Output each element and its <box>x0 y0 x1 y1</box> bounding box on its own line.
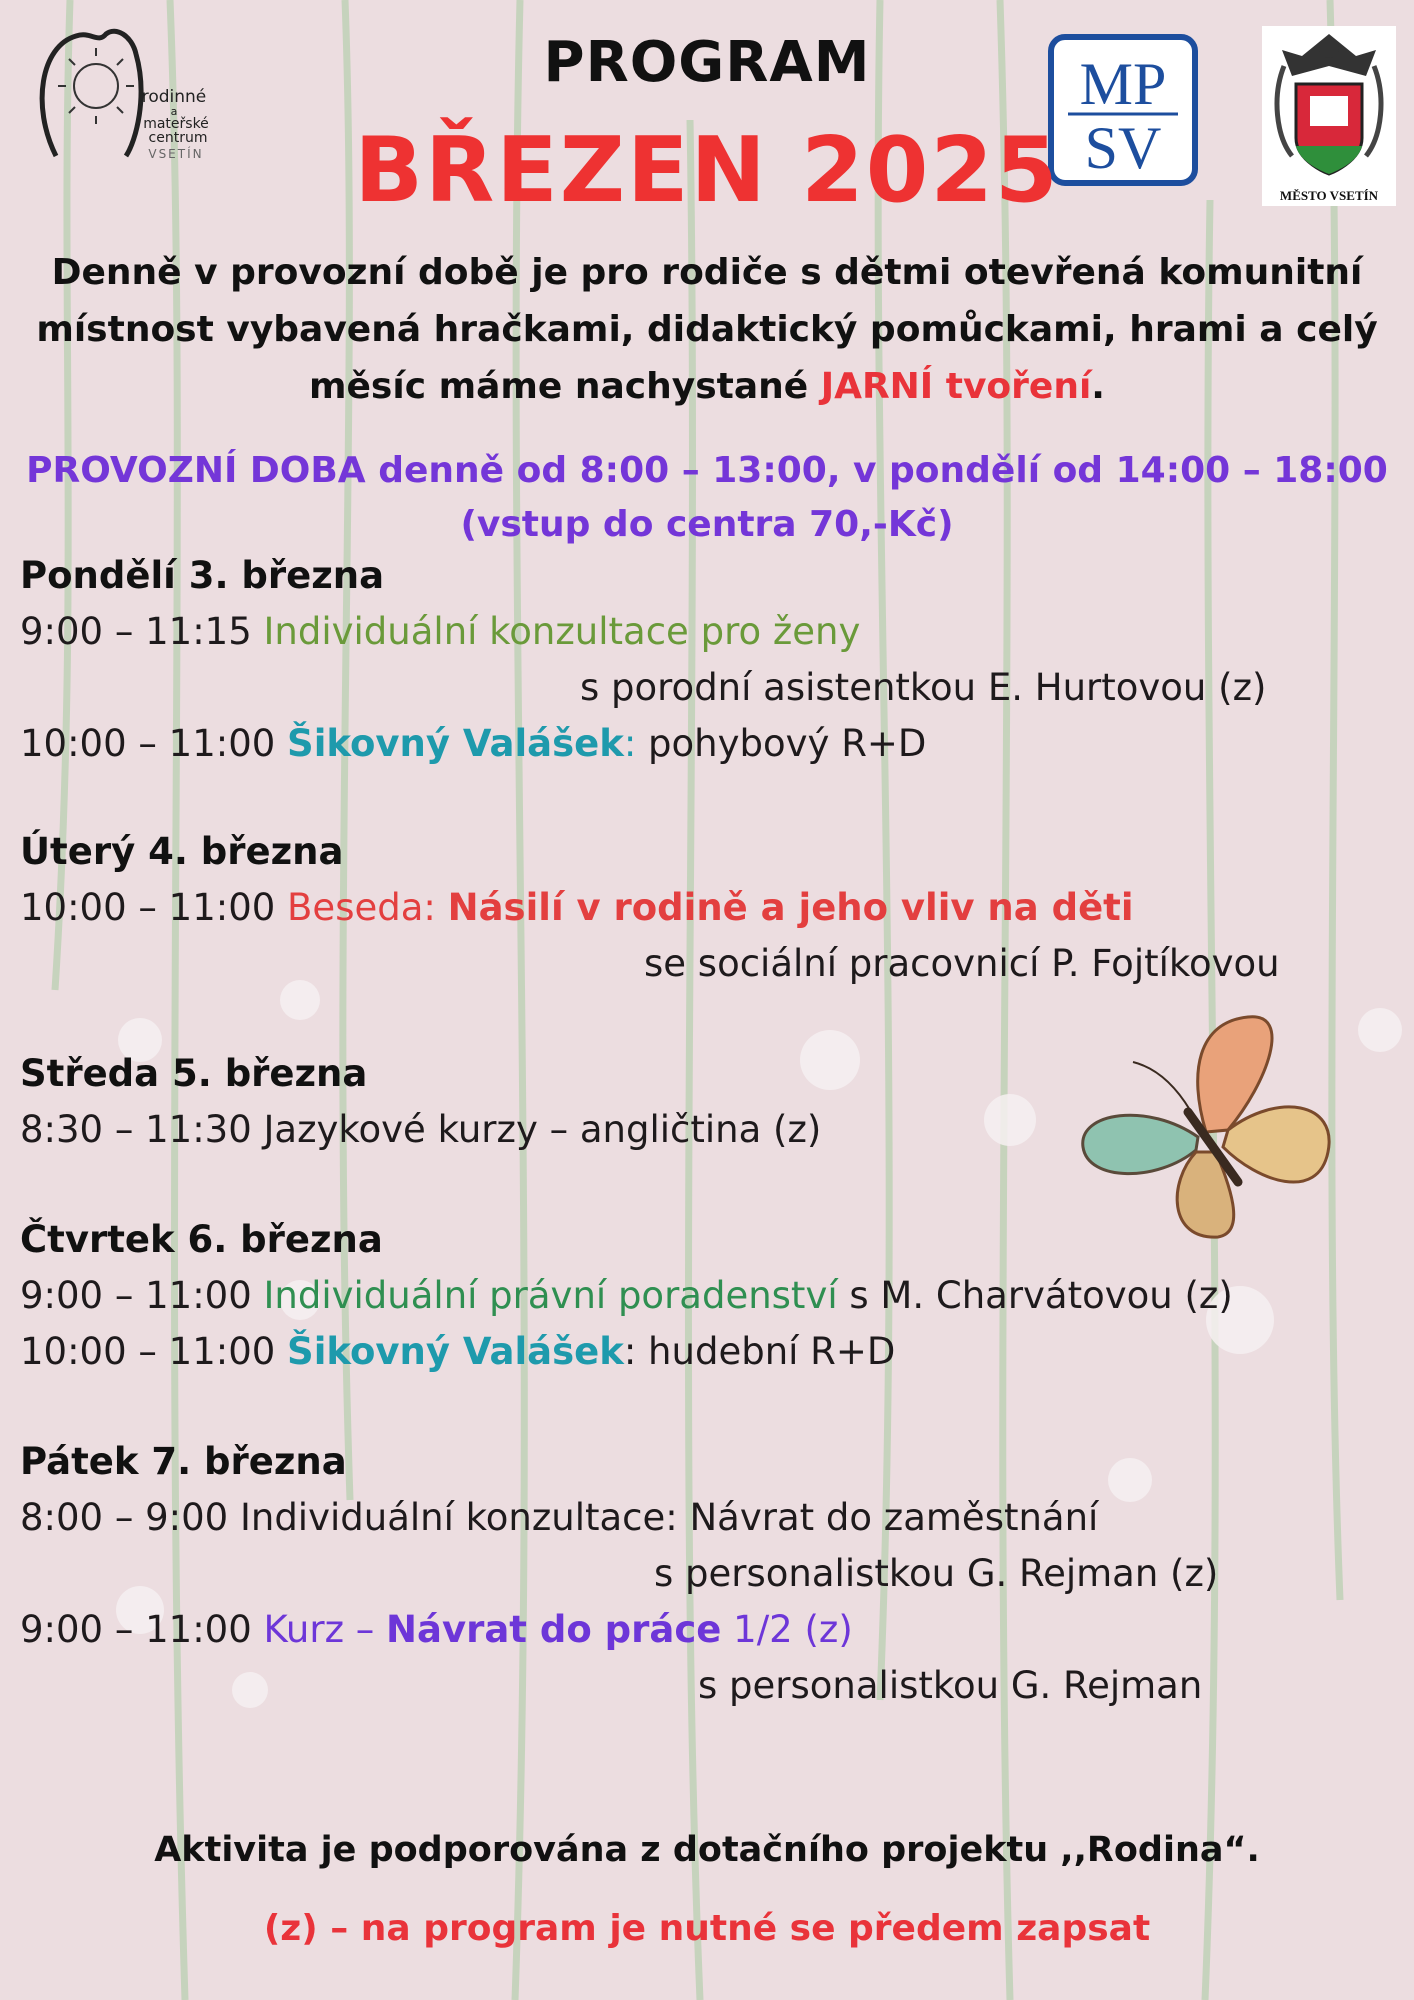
registration-note: (z) – na program je nutné se předem zapsat <box>263 1908 1151 1949</box>
tuesday-event-1 <box>20 886 1134 929</box>
program-heading: PROGRAM <box>543 30 871 95</box>
rmc-logo-text-4: centrum <box>148 130 208 146</box>
monday-event-1 <box>20 610 860 653</box>
event-time: 9:00 – 11:15 <box>20 610 264 653</box>
friday-event-2 <box>20 1608 853 1651</box>
event-time: 10:00 – 11:00 <box>20 886 288 929</box>
day-heading-wednesday: Středa 5. března <box>20 1052 368 1095</box>
funding-note: Aktivita je podporována z dotačního projektu ,,Rodina“. <box>154 1830 1260 1870</box>
event-time: 9:00 – 11:00 <box>20 1274 264 1317</box>
mesto-vsetin-caption: MĚSTO VSETÍN <box>1279 188 1379 203</box>
wednesday-event-1: 8:30 – 11:30 Jazykové kurzy – angličtina (z) <box>20 1108 822 1151</box>
event-detail: 1/2 (z) <box>721 1608 853 1651</box>
thursday-event-1 <box>20 1274 1233 1317</box>
event-time: 10:00 – 11:00 <box>20 722 288 765</box>
intro-end: . <box>1091 366 1105 407</box>
month-heading: BŘEZEN 2025 <box>354 118 1060 223</box>
event-name: Individuální právní poradenství <box>263 1274 838 1317</box>
monday-event-1-host: s porodní asistentkou E. Hurtovou (z) <box>580 666 1267 709</box>
friday-event-1: 8:00 – 9:00 Individuální konzultace: Návrat do zaměstnání <box>20 1496 1099 1539</box>
day-heading-friday: Pátek 7. března <box>20 1440 347 1483</box>
rmc-logo-text-1: rodinné <box>141 87 207 107</box>
mpsv-logo-bottom: SV <box>1084 115 1162 181</box>
day-heading-tuesday: Úterý 4. března <box>20 830 344 873</box>
entry-fee-line: (vstup do centra 70,-Kč) <box>460 504 954 545</box>
rmc-logo-text-5: VSETÍN <box>148 147 204 161</box>
event-label: Beseda: <box>287 886 448 929</box>
friday-event-1-host: s personalistkou G. Rejman (z) <box>654 1552 1219 1595</box>
tuesday-event-1-host: se sociální pracovnicí P. Fojtíkovou <box>644 942 1280 985</box>
event-name: Šikovný Valášek <box>287 1330 624 1373</box>
rmc-logo-text-3: mateřské <box>143 116 209 132</box>
friday-event-2-host: s personalistkou G. Rejman <box>698 1664 1203 1707</box>
event-detail: : hudební R+D <box>623 1330 896 1373</box>
opening-hours <box>0 444 1414 552</box>
butterfly-illustration <box>1078 1012 1338 1244</box>
event-name: Násilí v rodině a jeho vliv na děti <box>447 886 1134 929</box>
intro-paragraph <box>30 244 1384 415</box>
day-heading-monday: Pondělí 3. března <box>20 554 385 597</box>
event-detail: pohybový R+D <box>636 722 927 765</box>
mpsv-logo-top: MP <box>1079 51 1167 117</box>
event-name: Šikovný Valášek <box>287 722 624 765</box>
event-name: Návrat do práce <box>386 1608 722 1651</box>
intro-text: Denně v provozní době je pro rodiče s dětmi otevřená komunitní místnost vybavená hračkami, didaktický pomůckami, hrami a celý měsíc máme nachystané <box>36 252 1378 407</box>
opening-hours-line: PROVOZNÍ DOBA denně od 8:00 – 13:00, v pondělí od 14:00 – 18:00 <box>26 450 1388 491</box>
event-time: 10:00 – 11:00 <box>20 1330 288 1373</box>
event-time: 9:00 – 11:00 <box>20 1608 264 1651</box>
rmc-logo-text-2: a <box>170 105 178 118</box>
event-name: Individuální konzultace pro ženy <box>263 610 861 653</box>
monday-event-2 <box>20 722 926 765</box>
intro-highlight: JARNÍ tvoření <box>820 366 1092 407</box>
event-colon: : <box>623 722 637 765</box>
day-heading-thursday: Čtvrtek 6. března <box>20 1218 383 1261</box>
thursday-event-2 <box>20 1330 895 1373</box>
event-label: Kurz – <box>263 1608 387 1651</box>
event-detail: s M. Charvátovou (z) <box>837 1274 1233 1317</box>
